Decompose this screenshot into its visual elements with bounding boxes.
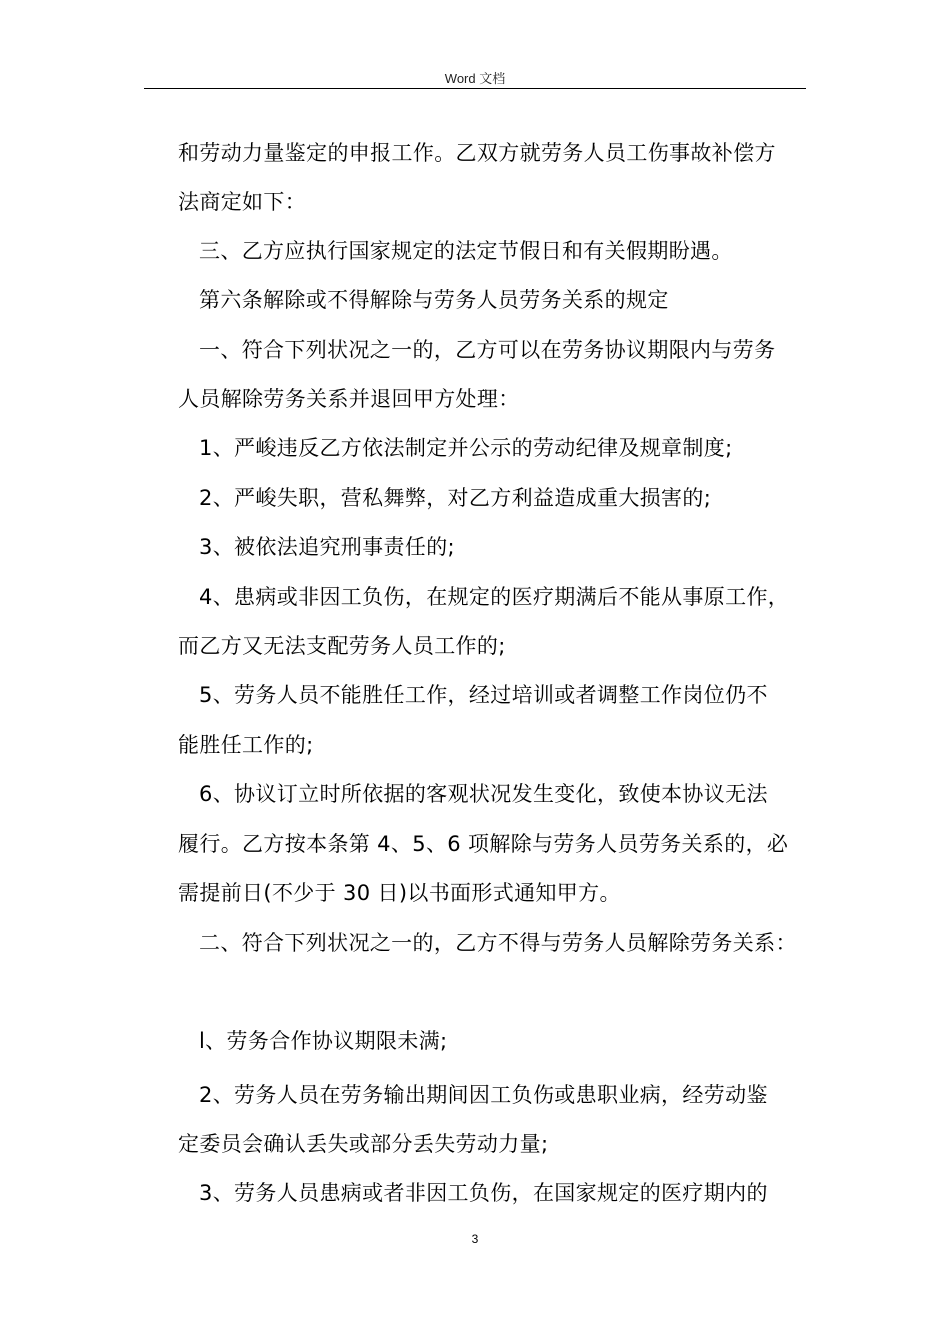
body-line-11: 而乙方又无法支配劳务人员工作的; <box>178 634 506 658</box>
body-line-18: l、劳务合作协议期限未满; <box>199 1029 448 1053</box>
body-line-1: 和劳动力量鉴定的申报工作。乙双方就劳务人员工伤事故补偿方 <box>178 141 776 165</box>
body-line-3: 三、乙方应执行国家规定的法定节假日和有关假期盼遇。 <box>199 239 733 263</box>
body-line-15: 履行。乙方按本条第 4、5、6 项解除与劳务人员劳务关系的，必 <box>178 832 789 856</box>
body-line-16: 需提前日(不少于 30 日)以书面形式通知甲方。 <box>178 881 621 905</box>
body-line-12: 5、劳务人员不能胜任工作，经过培训或者调整工作岗位仍不 <box>199 683 768 707</box>
body-line-10: 4、患病或非因工负伤，在规定的医疗期满后不能从事原工作， <box>199 585 790 609</box>
body-line-9: 3、被依法追究刑事责任的; <box>199 535 455 559</box>
body-line-19: 2、劳务人员在劳务输出期间因工负伤或患职业病，经劳动鉴 <box>199 1083 768 1107</box>
body-line-6: 人员解除劳务关系并退回甲方处理： <box>178 387 520 411</box>
body-line-21: 3、劳务人员患病或者非因工负伤，在国家规定的医疗期内的 <box>199 1181 768 1205</box>
document-header-title: Word 文档 <box>444 71 506 86</box>
page-number: 3 <box>471 1232 479 1246</box>
body-line-5: 一、符合下列状况之一的，乙方可以在劳务协议期限内与劳务 <box>199 338 776 362</box>
body-line-4: 第六条解除或不得解除与劳务人员劳务关系的规定 <box>199 288 669 312</box>
body-line-7: 1、严峻违反乙方依法制定并公示的劳动纪律及规章制度; <box>199 436 733 460</box>
body-line-20: 定委员会确认丢失或部分丢失劳动力量; <box>178 1132 549 1156</box>
body-line-2: 法商定如下： <box>178 190 307 214</box>
body-line-13: 能胜任工作的; <box>178 733 314 757</box>
body-line-17: 二、符合下列状况之一的，乙方不得与劳务人员解除劳务关系： <box>199 931 797 955</box>
header-divider <box>144 88 806 89</box>
body-line-14: 6、协议订立时所依据的客观状况发生变化，致使本协议无法 <box>199 782 768 806</box>
body-line-8: 2、严峻失职，营私舞弊，对乙方利益造成重大损害的; <box>199 486 712 510</box>
